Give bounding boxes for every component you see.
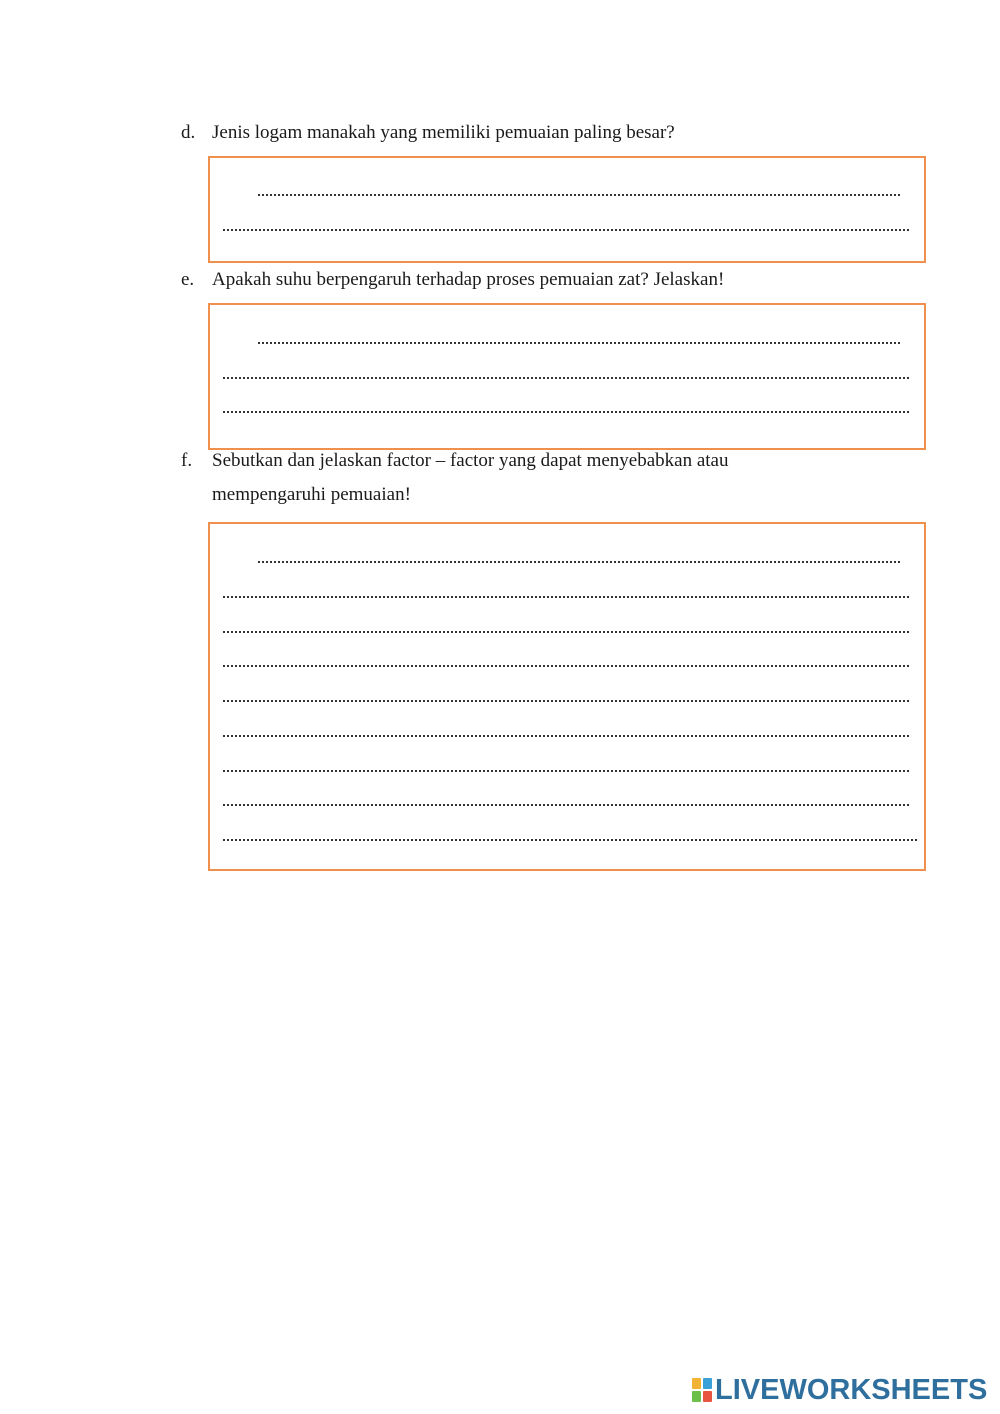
question-text: Apakah suhu berpengaruh terhadap proses pemuaian zat? Jelaskan!	[212, 269, 725, 290]
answer-line	[258, 342, 900, 344]
answer-line	[223, 665, 909, 667]
answer-line	[223, 631, 909, 633]
question-letter: f.	[181, 450, 193, 471]
logo-square	[703, 1391, 712, 1402]
answer-box-e[interactable]	[208, 303, 926, 450]
question-text: Jenis logam manakah yang memiliki pemuaian paling besar?	[212, 122, 675, 143]
logo-square	[703, 1378, 712, 1389]
logo-mark-icon	[692, 1378, 712, 1402]
answer-line	[258, 561, 900, 563]
answer-box-d[interactable]	[208, 156, 926, 263]
question-letter: d.	[181, 122, 196, 143]
logo-square	[692, 1391, 701, 1402]
answer-line	[223, 229, 909, 231]
question-letter: e.	[181, 269, 195, 290]
answer-line	[223, 804, 909, 806]
liveworksheets-logo	[692, 1374, 987, 1406]
answer-line	[223, 377, 909, 379]
answer-line	[223, 735, 909, 737]
answer-box-f[interactable]	[208, 522, 926, 871]
question-text: Sebutkan dan jelaskan factor – factor yang dapat menyebabkan atau mempengaruhi pemuaian!	[212, 450, 729, 505]
answer-line	[258, 194, 900, 196]
answer-line	[223, 411, 909, 413]
answer-line	[223, 700, 909, 702]
answer-line	[223, 839, 917, 841]
answer-line	[223, 596, 909, 598]
logo-text: LIVEWORKSHEETS	[715, 1373, 988, 1406]
answer-line	[223, 770, 909, 772]
logo-square	[692, 1378, 701, 1389]
